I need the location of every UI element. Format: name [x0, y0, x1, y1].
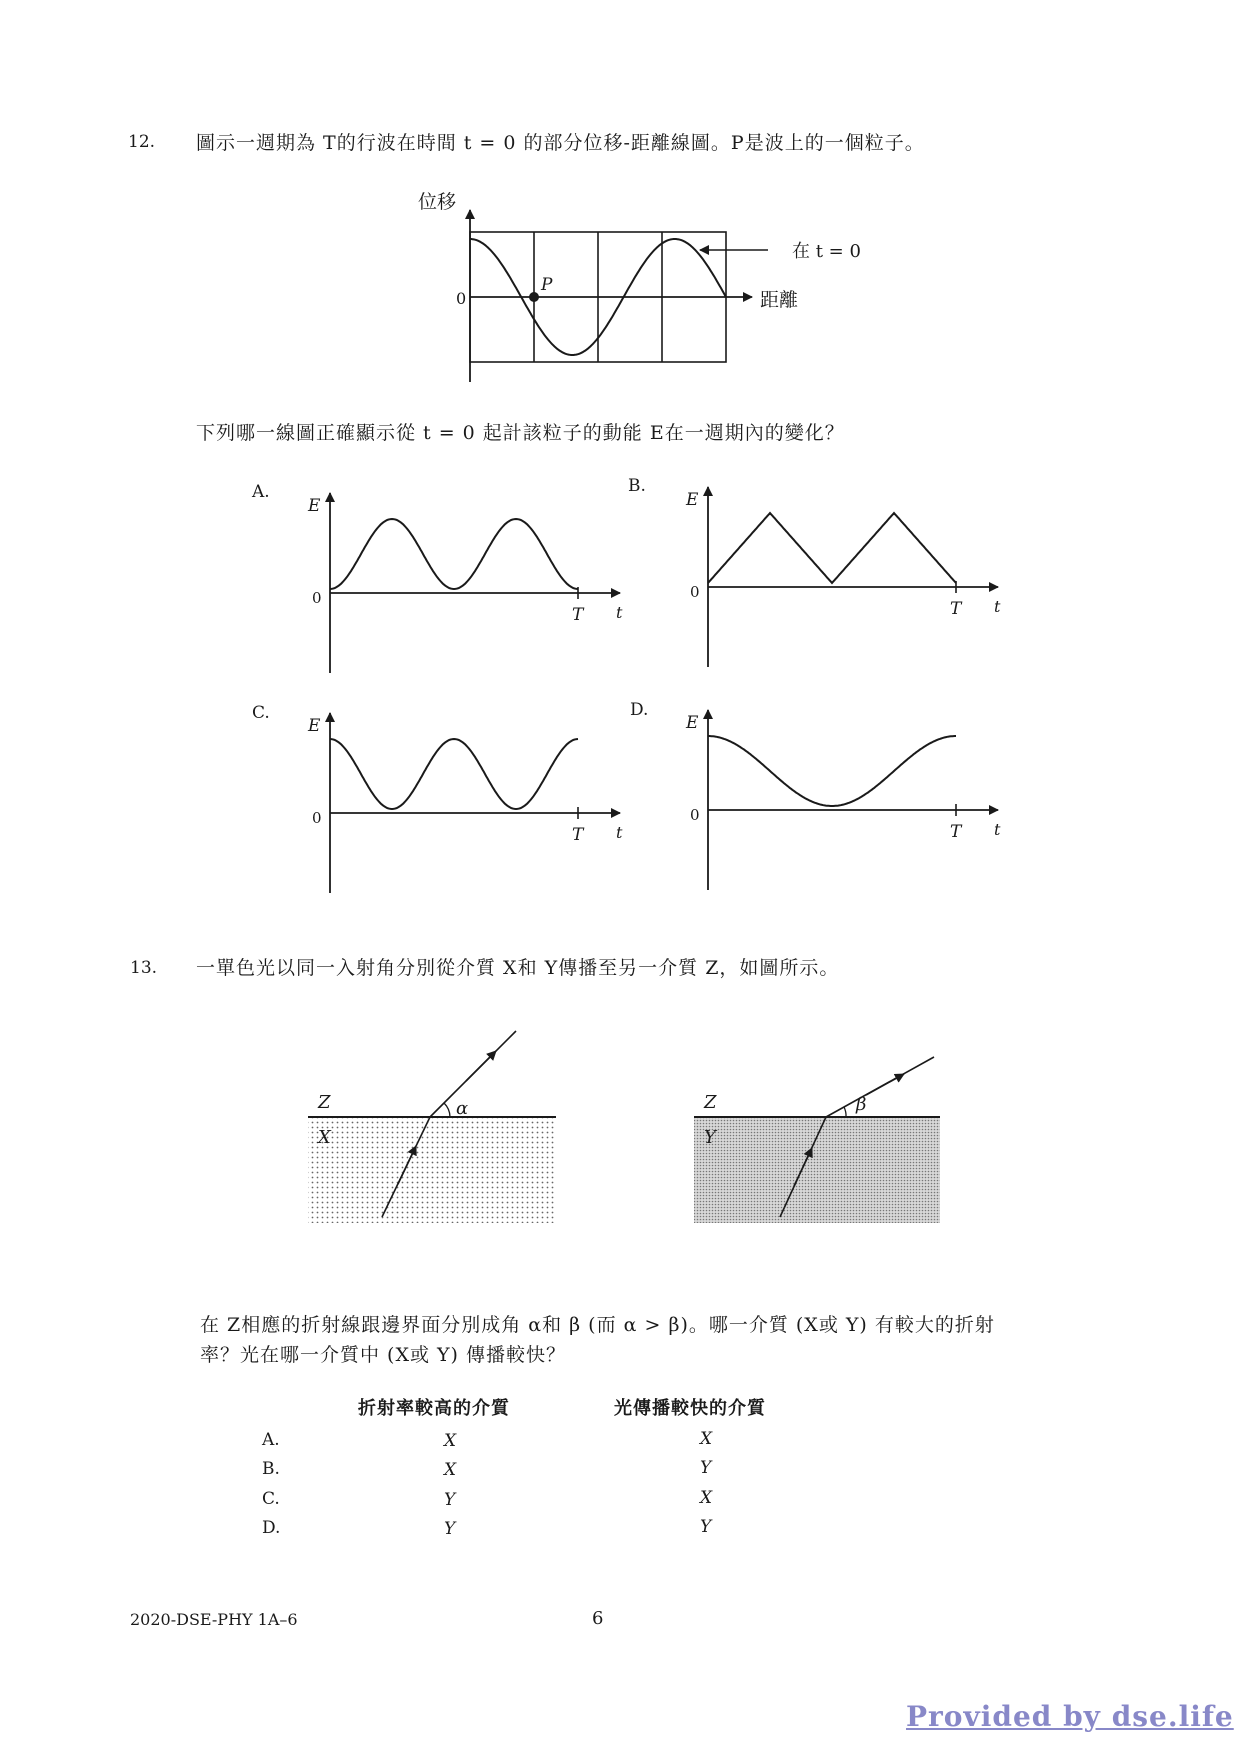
medium-z-label-left: Z: [318, 1092, 331, 1113]
medium-z-label-right: Z: [704, 1092, 717, 1113]
particle-p-label: P: [541, 275, 553, 295]
answer-row-a-col2: X: [700, 1429, 713, 1449]
option-d-period-label: T: [950, 822, 962, 842]
option-b-letter: B.: [628, 476, 646, 496]
option-c-graph: [307, 713, 623, 893]
answer-row-a-letter: A.: [262, 1430, 280, 1450]
question-12-stem: 圖示一週期為 T的行波在時間 t = 0 的部分位移-距離線圖。P是波上的一個粒子。: [196, 132, 925, 154]
question-13-prompt-line1: 在 Z相應的折射線跟邊界面分別成角 α和 β (而 α > β)。哪一介質 (X或 Y) 有較大的折射: [200, 1314, 995, 1336]
option-b-period-label: T: [950, 599, 962, 619]
question-13-prompt-line2: 率？光在哪一介質中 (X或 Y) 傳播較快？: [200, 1344, 567, 1366]
option-c-y-label: E: [308, 716, 321, 736]
option-a-origin: 0: [312, 589, 322, 607]
medium-x-label: X: [318, 1127, 331, 1148]
answer-row-c-col1: Y: [444, 1490, 456, 1510]
refraction-figure-x: [308, 1031, 556, 1223]
question-12-number: 12.: [128, 132, 156, 152]
answer-row-b-col2: Y: [700, 1458, 712, 1478]
option-c-x-label: t: [616, 823, 623, 842]
answer-row-d-letter: D.: [262, 1518, 281, 1538]
footer-paper-code: 2020-DSE-PHY 1A–6: [130, 1610, 298, 1629]
angle-beta-label: β: [856, 1094, 867, 1115]
option-d-origin: 0: [690, 806, 700, 824]
option-c-letter: C.: [252, 703, 270, 723]
answer-row-b-letter: B.: [262, 1459, 280, 1479]
distance-label: 距離: [760, 289, 799, 311]
option-c-period-label: T: [572, 825, 584, 845]
option-b-x-label: t: [994, 597, 1001, 616]
option-b-graph: [685, 487, 1001, 667]
option-d-x-label: t: [994, 820, 1001, 839]
particle-p-dot: [529, 292, 539, 302]
footer-page-number: 6: [592, 1608, 604, 1629]
answer-row-c-letter: C.: [262, 1489, 280, 1509]
option-c-origin: 0: [312, 809, 322, 827]
option-a-period-label: T: [572, 605, 584, 625]
displacement-label: 位移: [418, 191, 457, 213]
angle-alpha-label: α: [456, 1098, 469, 1119]
option-d-letter: D.: [630, 700, 649, 720]
table-header-higher-index: 折射率較高的介質: [358, 1398, 510, 1419]
question-12-prompt: 下列哪一線圖正確顯示從 t = 0 起計該粒子的動能 E在一週期內的變化？: [196, 422, 845, 444]
answer-row-b-col1: X: [444, 1460, 457, 1480]
answer-row-d-col1: Y: [444, 1519, 456, 1539]
answer-row-c-col2: X: [700, 1488, 713, 1508]
origin-label: 0: [456, 289, 467, 308]
option-a-letter: A.: [252, 482, 270, 502]
option-b-origin: 0: [690, 583, 700, 601]
medium-y-label: Y: [704, 1127, 716, 1148]
table-header-faster-medium: 光傳播較快的介質: [614, 1398, 766, 1419]
option-d-graph: [685, 710, 1001, 890]
option-a-graph: [307, 493, 623, 673]
option-b-y-label: E: [686, 490, 699, 510]
question-13-number: 13.: [130, 958, 158, 978]
option-a-y-label: E: [308, 496, 321, 516]
question-13-stem: 一單色光以同一入射角分別從介質 X和 Y傳播至另一介質 Z，如圖所示。: [196, 957, 840, 979]
annotation-label: 在 t = 0: [792, 241, 861, 262]
option-a-x-label: t: [616, 603, 623, 622]
answer-row-a-col1: X: [444, 1431, 457, 1451]
answer-row-d-col2: Y: [700, 1517, 712, 1537]
refraction-figure-y: [694, 1057, 940, 1223]
option-d-y-label: E: [686, 713, 699, 733]
watermark-link[interactable]: Provided by dse.life: [906, 1700, 1234, 1733]
